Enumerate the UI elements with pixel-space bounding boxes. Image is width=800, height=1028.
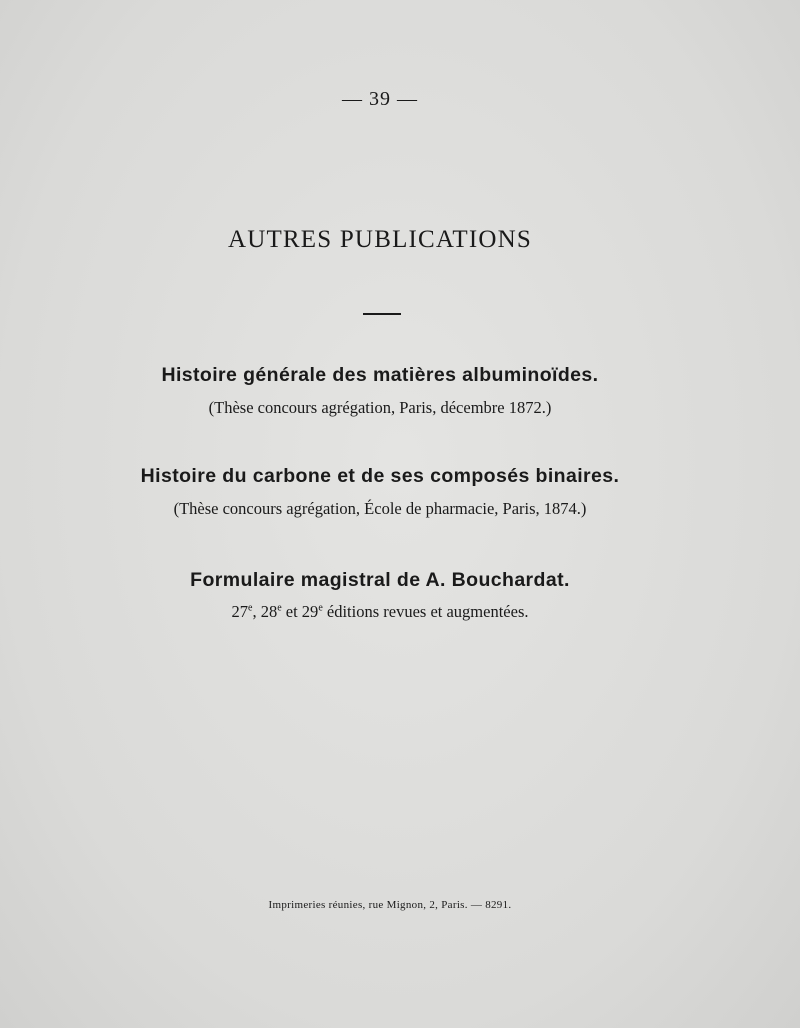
page-number: — 39 — [342,88,418,110]
title-divider [363,313,401,315]
bleed-through-text [120,145,680,220]
publication-note-3 [0,602,760,622]
publication-title-3: Formulaire magistral de A. Bouchardat. [190,569,570,591]
publication-note-2: (Thèse concours agrégation, École de pharmacie, Paris, 1874.) [173,499,587,518]
editions-note: 27e, 28e et 29e éditions revues et augmentées. [231,602,529,621]
section-title: AUTRES PUBLICATIONS [227,226,533,253]
publication-title-2: Histoire du carbone et de ses composés binaires. [140,465,620,487]
publication-title-1: Histoire générale des matières albuminoïdes. [161,364,599,386]
printer-imprint: Imprimeries réunies, rue Mignon, 2, Paris. — 8291. [268,899,512,911]
publication-note-1: (Thèse concours agrégation, Paris, décembre 1872.) [208,398,552,417]
